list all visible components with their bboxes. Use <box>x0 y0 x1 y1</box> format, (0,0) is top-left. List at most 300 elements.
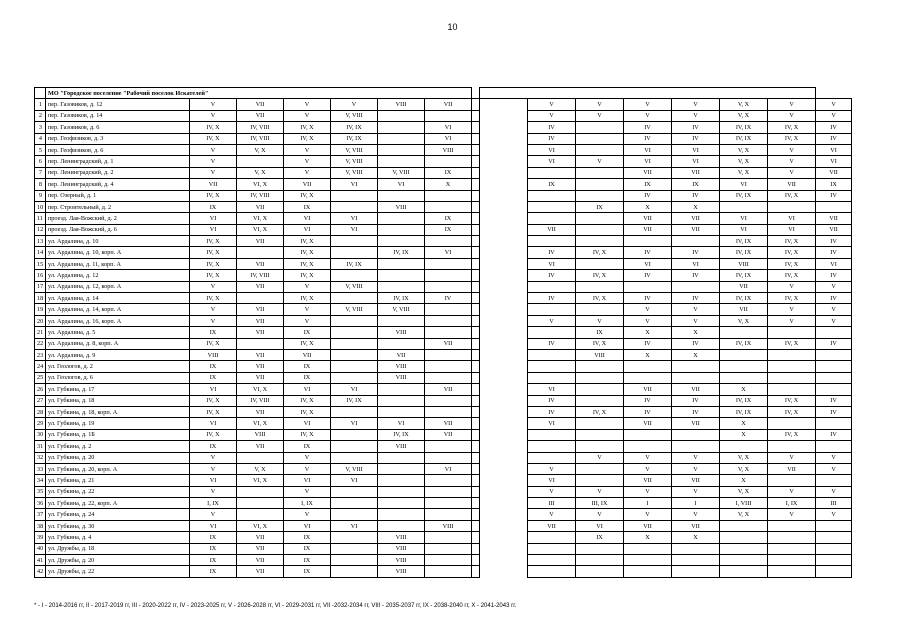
period-cell: IX <box>190 532 237 543</box>
spacer-cell <box>480 543 528 554</box>
period-cell: IX <box>284 532 331 543</box>
table-row <box>35 304 852 315</box>
period-cell: VI <box>425 122 472 133</box>
table-row <box>35 520 852 531</box>
period-cell: VII <box>237 304 284 315</box>
period-cell: X <box>720 384 768 395</box>
period-cell: IV, X <box>768 236 816 247</box>
period-cell: IV <box>528 395 576 406</box>
period-cell: IV, X <box>190 429 237 440</box>
period-cell <box>472 429 480 440</box>
period-cell: IX <box>190 566 237 577</box>
period-cell <box>576 304 624 315</box>
spacer-cell <box>480 349 528 360</box>
table-row <box>35 384 852 395</box>
row-number: 27 <box>35 395 46 406</box>
period-cell: VIII <box>425 520 472 531</box>
address-cell: ул. Ардалина, д. 12 <box>46 270 190 281</box>
period-cell: IV <box>624 395 672 406</box>
period-cell: V <box>768 281 816 292</box>
period-cell: IV, X <box>576 338 624 349</box>
period-cell: IV <box>672 122 720 133</box>
period-cell <box>672 361 720 372</box>
row-number: 10 <box>35 201 46 212</box>
spacer-cell <box>480 566 528 577</box>
period-cell <box>624 555 672 566</box>
period-cell <box>472 520 480 531</box>
period-cell: V <box>284 99 331 110</box>
period-cell: V <box>768 110 816 121</box>
period-cell <box>472 566 480 577</box>
period-cell <box>528 236 576 247</box>
period-cell: IV, IX <box>331 395 378 406</box>
period-cell <box>576 258 624 269</box>
period-cell: VII <box>624 167 672 178</box>
period-cell <box>576 179 624 190</box>
period-cell: VI <box>528 144 576 155</box>
period-cell <box>768 201 816 212</box>
period-cell: V <box>284 156 331 167</box>
period-cell: VI <box>284 213 331 224</box>
period-cell: X <box>720 418 768 429</box>
spacer-cell <box>480 236 528 247</box>
period-cell <box>672 429 720 440</box>
period-cell: V <box>284 486 331 497</box>
period-cell: VI <box>190 384 237 395</box>
period-cell: IV <box>624 270 672 281</box>
period-cell: VII <box>237 372 284 383</box>
period-cell: IV, X <box>190 190 237 201</box>
period-cell <box>528 372 576 383</box>
footnote-legend: * - I - 2014-2016 гг, II - 2017-2019 гг, III - 2020-2022 гг, IV - 2023-2025 гг, V - 2026-2028 гг, VI - 2029-2031 гг, VII -2032-2034 гг, VIII - 2035-2037 гг, IX - 2038-2040 гг, X - 2041-2043 гг. <box>34 603 517 609</box>
period-cell: IV, X <box>284 190 331 201</box>
address-cell: ул. Губкина, д. 22, корп. А <box>46 498 190 509</box>
period-cell <box>528 201 576 212</box>
period-cell <box>720 361 768 372</box>
period-cell <box>331 441 378 452</box>
period-cell: IV <box>624 133 672 144</box>
period-cell <box>237 486 284 497</box>
period-cell <box>331 293 378 304</box>
period-cell: X <box>624 327 672 338</box>
period-cell: VI <box>190 475 237 486</box>
address-cell: проезд. Лая-Вожский, д. 6 <box>46 224 190 235</box>
period-cell <box>472 509 480 520</box>
period-cell <box>816 372 852 383</box>
period-cell: V <box>576 110 624 121</box>
period-cell: V <box>190 281 237 292</box>
period-cell: IX <box>576 327 624 338</box>
period-cell: V, VIII <box>331 167 378 178</box>
row-number: 3 <box>35 122 46 133</box>
period-cell <box>331 429 378 440</box>
period-cell: IV, IX <box>378 247 425 258</box>
table-header-row <box>35 88 852 99</box>
table-row <box>35 110 852 121</box>
period-cell <box>816 201 852 212</box>
period-cell <box>816 555 852 566</box>
period-cell <box>472 498 480 509</box>
period-cell: V <box>672 509 720 520</box>
row-number: 11 <box>35 213 46 224</box>
period-cell <box>816 384 852 395</box>
period-cell: IV, IX <box>378 429 425 440</box>
address-cell: ул. Ардалина, д. 5 <box>46 327 190 338</box>
period-cell: VII <box>528 224 576 235</box>
period-cell <box>768 384 816 395</box>
period-cell <box>378 509 425 520</box>
row-number: 35 <box>35 486 46 497</box>
row-number: 33 <box>35 463 46 474</box>
period-cell: IV, X <box>768 429 816 440</box>
table-row <box>35 543 852 554</box>
period-cell <box>331 543 378 554</box>
period-cell: IX <box>425 224 472 235</box>
address-cell: ул. Губкина, д. 4 <box>46 532 190 543</box>
period-cell <box>425 566 472 577</box>
period-cell: VI <box>576 520 624 531</box>
table-row <box>35 406 852 417</box>
period-cell: VI <box>331 418 378 429</box>
period-cell: IV, X <box>190 236 237 247</box>
address-cell: пер. Ленинградский, д. 2 <box>46 167 190 178</box>
page-number: 10 <box>447 22 458 32</box>
spacer-cell <box>480 395 528 406</box>
period-cell: V <box>576 315 624 326</box>
row-number: 24 <box>35 361 46 372</box>
period-cell: V <box>576 486 624 497</box>
period-cell: X <box>672 327 720 338</box>
spacer-cell <box>480 270 528 281</box>
period-cell: VII <box>425 429 472 440</box>
table-row <box>35 395 852 406</box>
spacer-cell <box>480 167 528 178</box>
period-cell: III, IX <box>576 498 624 509</box>
period-cell <box>576 122 624 133</box>
period-cell <box>425 361 472 372</box>
period-cell: IV <box>624 406 672 417</box>
period-cell: IV, IX <box>378 293 425 304</box>
period-cell <box>472 99 480 110</box>
period-cell: V <box>768 509 816 520</box>
period-cell: IX <box>190 327 237 338</box>
period-cell <box>528 543 576 554</box>
spacer-cell <box>480 555 528 566</box>
period-cell: VI <box>528 258 576 269</box>
period-cell <box>378 498 425 509</box>
period-cell <box>528 327 576 338</box>
period-cell: VII <box>237 441 284 452</box>
period-cell: VII <box>425 384 472 395</box>
table-row <box>35 498 852 509</box>
period-cell: IV <box>816 190 852 201</box>
period-cell: IV, VIII <box>237 122 284 133</box>
address-cell: ул. Дружбы, д. 22 <box>46 566 190 577</box>
period-cell: VII <box>672 418 720 429</box>
spacer-cell <box>480 486 528 497</box>
period-cell: IV, X <box>190 258 237 269</box>
period-cell: V <box>284 315 331 326</box>
period-cell: IV, X <box>284 247 331 258</box>
table-body <box>35 88 852 578</box>
period-cell <box>672 555 720 566</box>
period-cell: VIII <box>190 349 237 360</box>
spacer-cell <box>480 463 528 474</box>
municipality-title: МО "Городское поселение "Рабочий поселок Искателей" <box>46 88 472 99</box>
period-cell: IV, X <box>768 247 816 258</box>
spacer-cell <box>480 144 528 155</box>
period-cell <box>472 338 480 349</box>
period-cell: IV <box>672 406 720 417</box>
period-cell: IV <box>528 406 576 417</box>
period-cell <box>425 236 472 247</box>
period-cell: IX <box>284 361 331 372</box>
period-cell: V <box>624 304 672 315</box>
period-cell <box>472 475 480 486</box>
period-cell: VI <box>528 384 576 395</box>
period-cell: V <box>816 281 852 292</box>
row-number: 17 <box>35 281 46 292</box>
period-cell <box>472 395 480 406</box>
period-cell: IV, VIII <box>237 133 284 144</box>
period-cell: IX <box>190 441 237 452</box>
period-cell: IV, X <box>576 406 624 417</box>
period-cell <box>378 213 425 224</box>
row-number: 40 <box>35 543 46 554</box>
period-cell: V <box>528 110 576 121</box>
table-row <box>35 315 852 326</box>
period-cell: IV <box>624 293 672 304</box>
period-cell <box>528 304 576 315</box>
address-cell: ул. Ардалина, д. 8, корп. А <box>46 338 190 349</box>
period-cell <box>472 463 480 474</box>
period-cell: VII <box>816 224 852 235</box>
period-cell <box>528 532 576 543</box>
period-cell: IV, VIII <box>237 270 284 281</box>
address-cell: ул. Ардалина, д. 9 <box>46 349 190 360</box>
period-cell: V <box>672 304 720 315</box>
period-cell: V <box>816 99 852 110</box>
period-cell: IX <box>425 213 472 224</box>
period-cell: VII <box>237 327 284 338</box>
period-cell <box>472 213 480 224</box>
period-cell <box>472 258 480 269</box>
table-row <box>35 224 852 235</box>
period-cell: V <box>624 463 672 474</box>
period-cell: V <box>576 509 624 520</box>
period-cell <box>720 349 768 360</box>
period-cell: VI <box>672 144 720 155</box>
period-cell: V, X <box>720 99 768 110</box>
period-cell: IV <box>528 270 576 281</box>
period-cell: VI, X <box>237 520 284 531</box>
period-cell: IV <box>672 338 720 349</box>
period-cell: VIII <box>378 566 425 577</box>
period-cell <box>472 418 480 429</box>
period-cell: X <box>720 429 768 440</box>
period-cell: IV, X <box>284 395 331 406</box>
period-cell <box>425 315 472 326</box>
period-cell: VI <box>190 418 237 429</box>
period-cell <box>472 452 480 463</box>
period-cell: IV <box>624 190 672 201</box>
period-cell: V <box>816 463 852 474</box>
period-cell: I, IX <box>284 498 331 509</box>
period-cell <box>378 122 425 133</box>
period-cell: V, X <box>237 463 284 474</box>
period-cell: III <box>528 498 576 509</box>
period-cell: X <box>425 179 472 190</box>
period-cell: IV, X <box>190 293 237 304</box>
period-cell: IX <box>284 372 331 383</box>
period-cell <box>576 190 624 201</box>
period-cell: IV, X <box>190 270 237 281</box>
period-cell: IV, X <box>284 258 331 269</box>
period-cell <box>472 293 480 304</box>
period-cell: VIII <box>378 555 425 566</box>
period-cell: V, X <box>720 110 768 121</box>
period-cell: IV, IX <box>720 270 768 281</box>
spacer-cell <box>480 122 528 133</box>
row-number: 23 <box>35 349 46 360</box>
period-cell <box>378 270 425 281</box>
period-cell: VII <box>768 179 816 190</box>
period-cell <box>624 543 672 554</box>
spacer-cell <box>480 99 528 110</box>
address-cell: пер. Геофизиков, д. 6 <box>46 144 190 155</box>
period-cell: VIII <box>576 349 624 360</box>
period-cell: VIII <box>378 361 425 372</box>
period-cell <box>576 543 624 554</box>
period-cell: IV <box>816 395 852 406</box>
period-cell <box>378 144 425 155</box>
period-cell: I, IX <box>768 498 816 509</box>
table-row <box>35 99 852 110</box>
period-cell: IX <box>284 201 331 212</box>
period-cell: V, X <box>237 167 284 178</box>
address-cell: ул. Губкина, д. 18, корп. А <box>46 406 190 417</box>
period-cell <box>425 349 472 360</box>
period-cell: IV, VIII <box>237 395 284 406</box>
table-row <box>35 361 852 372</box>
period-cell: V, VIII <box>331 156 378 167</box>
address-cell: пер. Озерный, д. 1 <box>46 190 190 201</box>
period-cell <box>576 213 624 224</box>
period-cell: V <box>284 110 331 121</box>
period-cell: V, X <box>720 452 768 463</box>
period-cell: V, X <box>720 486 768 497</box>
period-cell: IV <box>624 338 672 349</box>
period-cell: IV <box>528 133 576 144</box>
table-row <box>35 338 852 349</box>
table-row <box>35 213 852 224</box>
period-cell <box>425 452 472 463</box>
period-cell <box>816 361 852 372</box>
period-cell <box>472 372 480 383</box>
period-cell: IX <box>190 201 237 212</box>
period-cell <box>237 293 284 304</box>
period-cell: VII <box>624 384 672 395</box>
spacer-cell <box>480 110 528 121</box>
period-cell: V <box>816 452 852 463</box>
row-number: 26 <box>35 384 46 395</box>
period-cell: X <box>720 475 768 486</box>
period-cell <box>528 167 576 178</box>
period-cell <box>237 247 284 258</box>
period-cell: IV <box>528 293 576 304</box>
period-cell <box>472 224 480 235</box>
period-cell <box>576 555 624 566</box>
spacer-cell <box>480 293 528 304</box>
period-cell <box>768 372 816 383</box>
period-cell: X <box>672 201 720 212</box>
period-cell: IV, X <box>284 236 331 247</box>
period-cell: VIII <box>378 372 425 383</box>
period-cell <box>331 372 378 383</box>
period-cell: VI, X <box>237 213 284 224</box>
period-cell: IV, X <box>190 338 237 349</box>
period-cell: V <box>284 144 331 155</box>
row-number: 13 <box>35 236 46 247</box>
spacer-cell <box>480 133 528 144</box>
period-cell: IV, X <box>190 133 237 144</box>
period-cell: VIII <box>378 99 425 110</box>
period-cell <box>816 566 852 577</box>
period-cell: VI <box>528 475 576 486</box>
period-cell: VI <box>768 213 816 224</box>
period-cell: V <box>331 99 378 110</box>
period-cell <box>672 566 720 577</box>
period-cell: VI <box>816 258 852 269</box>
period-cell: IV, X <box>284 338 331 349</box>
row-number: 30 <box>35 429 46 440</box>
row-number: 8 <box>35 179 46 190</box>
period-cell: IV <box>528 338 576 349</box>
period-cell: V <box>576 452 624 463</box>
period-cell: IV, IX <box>720 395 768 406</box>
period-cell <box>331 452 378 463</box>
period-cell: VI <box>720 213 768 224</box>
period-cell: VII <box>624 520 672 531</box>
period-cell: IV <box>816 236 852 247</box>
period-cell: V <box>768 452 816 463</box>
period-cell: IV <box>528 122 576 133</box>
period-cell: V <box>190 110 237 121</box>
period-cell <box>237 498 284 509</box>
table-row <box>35 236 852 247</box>
spacer-cell <box>480 213 528 224</box>
row-number: 36 <box>35 498 46 509</box>
period-cell <box>378 463 425 474</box>
row-number: 28 <box>35 406 46 417</box>
period-cell: X <box>672 532 720 543</box>
row-number: 16 <box>35 270 46 281</box>
period-cell: VII <box>672 167 720 178</box>
period-cell: V <box>528 463 576 474</box>
table-row <box>35 258 852 269</box>
period-cell: VI <box>768 224 816 235</box>
period-cell <box>576 566 624 577</box>
period-cell: IV <box>816 338 852 349</box>
period-cell: VIII <box>378 441 425 452</box>
address-cell: ул. Губкина, д. 19 <box>46 418 190 429</box>
period-cell <box>425 441 472 452</box>
period-cell: IX <box>284 566 331 577</box>
row-number: 4 <box>35 133 46 144</box>
row-number: 38 <box>35 520 46 531</box>
period-cell: IV, IX <box>720 338 768 349</box>
table-row <box>35 293 852 304</box>
